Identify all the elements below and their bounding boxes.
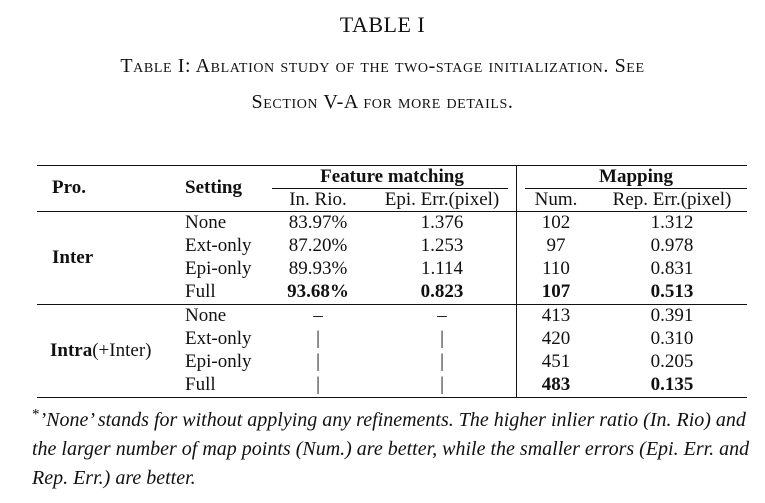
footnote-text: ’None’ stands for without applying any refinements. The higher inlier ratio (In. Rio) and the larger number of map points (Num.) are better, while the smaller errors (Epi. Err. and Rep. Err.) are better. [32,409,750,489]
group-name: Intra [50,340,93,361]
caption-line-2: Section V-A for more details. [251,91,514,113]
cell-rep-err: 0.310 [650,328,694,349]
cell-in-rio: | [316,374,320,395]
header-in-rio: In. Rio. [289,189,347,210]
header-rep-err: Rep. Err.(pixel) [612,189,732,210]
group-divider-rule [37,304,747,305]
header-pro: Pro. [52,177,86,198]
cell-setting: Epi-only [185,351,252,372]
table-label: TABLE I [339,12,426,37]
table-caption [0,48,765,120]
header-setting: Setting [185,177,242,198]
cell-in-rio: 83.97% [288,212,348,233]
bottom-rule [37,397,747,398]
header-num: Num. [534,189,578,210]
cell-epi-err: 1.253 [420,235,464,256]
cell-setting: Epi-only [185,258,252,279]
group-name: Inter [52,247,94,268]
cell-in-rio: | [316,328,320,349]
cell-num-best: 107 [541,281,571,302]
header-epi-err: Epi. Err.(pixel) [384,189,500,210]
column-separator [516,166,517,397]
cell-num: 451 [541,351,571,372]
group-label-intra [50,339,151,362]
footnote-marker: * [32,406,40,423]
caption-line-1: Table I: Ablation study of the two-stage initialization. See [120,55,645,77]
cell-setting: Full [185,374,216,395]
cell-in-rio-best: 93.68% [287,281,349,302]
cell-rep-err: 0.831 [650,258,694,279]
header-mapping: Mapping [599,166,673,187]
cell-epi-err: 1.376 [420,212,464,233]
cell-setting: None [185,305,227,326]
cell-num: 420 [541,328,571,349]
cell-num: 97 [546,235,566,256]
group-name-suffix: (+Inter) [92,340,152,361]
cell-rep-err: 0.205 [650,351,694,372]
cell-num: 413 [541,305,571,326]
cell-in-rio: | [316,351,320,372]
cell-in-rio: 87.20% [288,235,348,256]
cell-rep-err: 0.978 [650,235,694,256]
cell-setting: Ext-only [185,328,252,349]
cell-epi-err: | [440,328,444,349]
cell-epi-err: 1.114 [420,258,464,279]
group-label-inter [52,246,93,269]
cell-in-rio: 89.93% [288,258,348,279]
cell-in-rio: – [313,305,323,326]
header-rule [37,211,747,212]
cell-epi-err-best: 0.823 [420,281,464,302]
cell-num: 110 [542,258,570,279]
table-footnote [32,406,752,493]
cell-epi-err: – [437,305,447,326]
cell-setting: Full [185,281,216,302]
cell-rep-err-best: 0.513 [650,281,694,302]
cell-setting: Ext-only [185,235,252,256]
cell-rep-err-best: 0.135 [650,374,694,395]
cell-rep-err: 0.391 [650,305,694,326]
cell-num-best: 483 [541,374,571,395]
cell-epi-err: | [440,351,444,372]
header-feature-matching: Feature matching [320,166,464,187]
cell-num: 102 [541,212,571,233]
cell-rep-err: 1.312 [650,212,694,233]
cell-epi-err: | [440,374,444,395]
cell-setting: None [185,212,227,233]
